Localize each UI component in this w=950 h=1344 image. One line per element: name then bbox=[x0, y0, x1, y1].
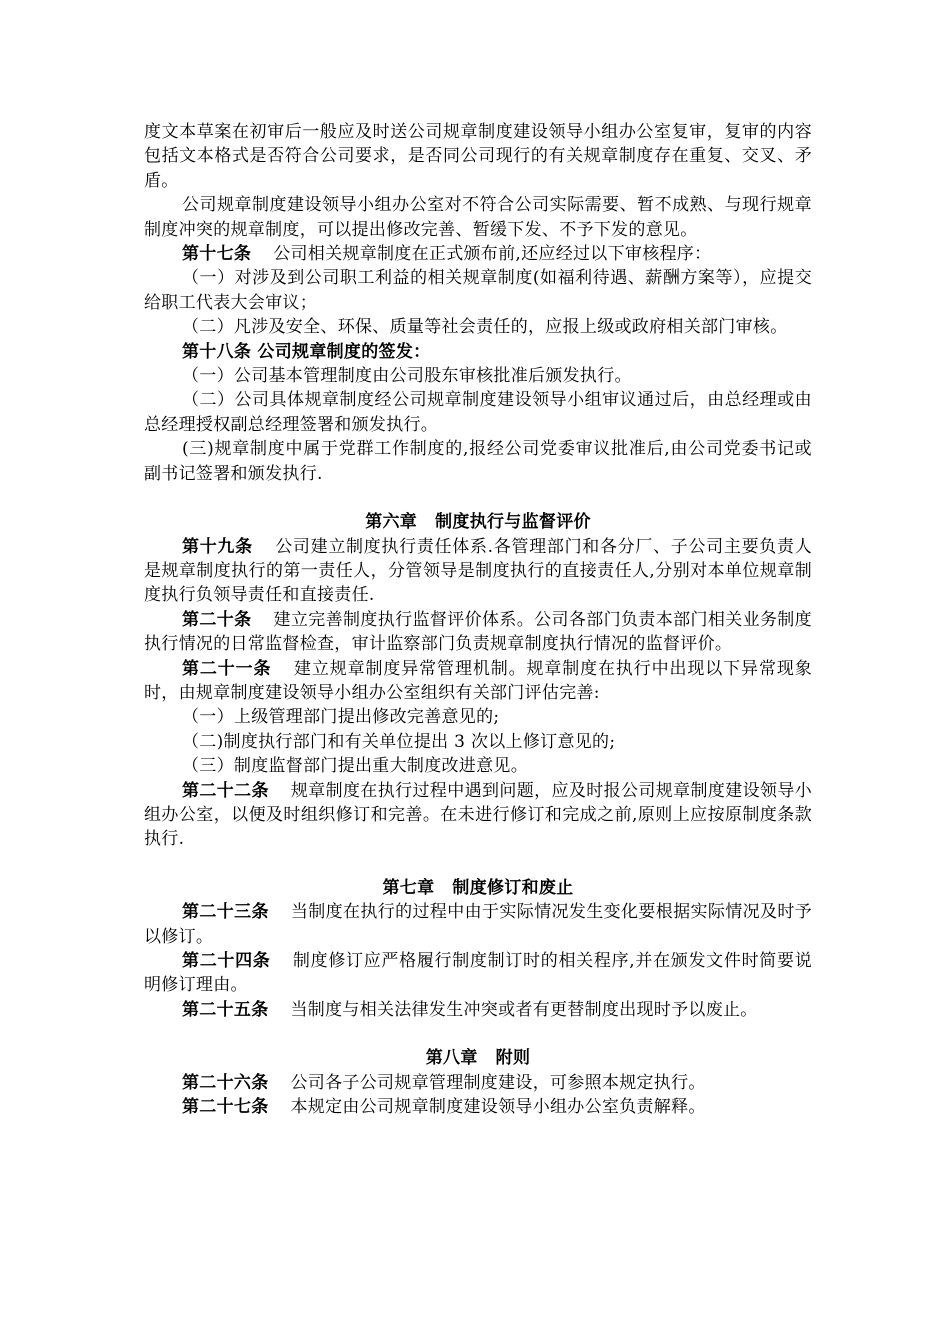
article-20-label: 第二十条 bbox=[182, 609, 252, 630]
article-18-item-1: （一）公司基本管理制度由公司股东审核批准后颁发执行。 bbox=[182, 366, 632, 387]
article-21 bbox=[144, 657, 812, 706]
article-19 bbox=[144, 535, 812, 608]
article-17-text: 公司相关规章制度在正式颁布前,还应经过以下审核程序： bbox=[273, 244, 712, 265]
article-18-text: 公司规章制度的签发： bbox=[257, 341, 431, 362]
article-18 bbox=[144, 340, 812, 364]
paragraph-office-opinion: 公司规章制度建设领导小组办公室对不符合公司实际需要、暂不成熟、与现行规章制度冲突的规章制度，可以提出修改完善、暂缓下发、不予下发的意见。 bbox=[144, 195, 812, 240]
article-22-text: 规章制度在执行过程中遇到问题，应及时报公司规章制度建设领导小组办公室，以便及时组织修订和完善。在未进行修订和完成之前,原则上应按原制度条款执行. bbox=[144, 780, 813, 850]
chapter-8-number: 第八章 bbox=[425, 1048, 478, 1069]
article-18-label: 第十八条 bbox=[182, 341, 252, 362]
article-23 bbox=[144, 900, 812, 949]
article-17 bbox=[144, 242, 812, 266]
article-20-text: 建立完善制度执行监督评价体系。公司各部门负责本部门相关业务制度执行情况的日常监督检查，审计监察部门负责规章制度执行情况的监督评价。 bbox=[144, 609, 812, 655]
article-19-text: 公司建立制度执行责任体系.各管理部门和各分厂、子公司主要负责人是规章制度执行的第一责任人，分管领导是制度执行的直接责任人,分别对本单位规章制度执行负领导责任和直接责任. bbox=[144, 536, 812, 606]
article-27-label: 第二十七条 bbox=[182, 1097, 269, 1118]
article-22 bbox=[144, 779, 812, 852]
article-24 bbox=[144, 949, 812, 998]
article-20 bbox=[144, 608, 812, 657]
article-17-item-1: （一）对涉及到公司职工利益的相关规章制度(如福利待遇、薪酬方案等），应提交给职工代表大会审议； bbox=[144, 268, 812, 313]
article-24-label: 第二十四条 bbox=[182, 951, 271, 971]
article-23-text: 当制度在执行的过程中由于实际情况发生变化要根据实际情况及时予以修订。 bbox=[144, 902, 813, 947]
chapter-8-title: 附则 bbox=[495, 1048, 531, 1069]
document-page bbox=[144, 120, 812, 1119]
article-26 bbox=[144, 1071, 812, 1095]
article-17-label: 第十七条 bbox=[182, 244, 252, 265]
article-21-item-2: （二)制度执行部门和有关单位提出 3 次以上修订意见的; bbox=[182, 731, 616, 752]
article-26-label: 第二十六条 bbox=[182, 1072, 269, 1093]
article-27 bbox=[144, 1095, 812, 1119]
article-21-item-1: （一）上级管理部门提出修改完善意见的; bbox=[182, 707, 500, 728]
article-21-label: 第二十一条 bbox=[182, 658, 272, 679]
chapter-6-heading bbox=[144, 510, 812, 534]
chapter-7-number: 第七章 bbox=[382, 877, 435, 898]
article-23-label: 第二十三条 bbox=[182, 902, 269, 923]
article-19-label: 第十九条 bbox=[182, 536, 253, 557]
chapter-7-title: 制度修订和废止 bbox=[452, 877, 574, 898]
article-22-label: 第二十二条 bbox=[182, 780, 269, 801]
article-17-item-2: （二）凡涉及安全、环保、质量等社会责任的，应报上级或政府相关部门审核。 bbox=[182, 317, 788, 338]
article-25-text: 当制度与相关法律发生冲突或者有更替制度出现时予以废止。 bbox=[290, 999, 758, 1020]
chapter-6-title: 制度执行与监督评价 bbox=[435, 512, 591, 533]
paragraph-review: 度文本草案在初审后一般应及时送公司规章制度建设领导小组办公室复审，复审的内容包括文本格式是否符合公司要求，是否同公司现行的有关规章制度存在重复、交叉、矛盾。 bbox=[144, 122, 812, 191]
article-18-item-3: (三)规章制度中属于党群工作制度的,报经公司党委审议批准后,由公司党委书记或副书记签署和颁发执行. bbox=[144, 439, 812, 484]
article-25 bbox=[144, 998, 812, 1022]
article-18-item-2: （二）公司具体规章制度经公司规章制度建设领导小组审议通过后，由总经理或由总经理授权副总经理签署和颁发执行。 bbox=[144, 390, 812, 435]
article-24-text: 制度修订应严格履行制度制订时的相关程序,并在颁发文件时简要说明修订理由。 bbox=[144, 951, 812, 996]
article-25-label: 第二十五条 bbox=[182, 999, 269, 1020]
chapter-8-heading bbox=[144, 1046, 812, 1070]
chapter-6-number: 第六章 bbox=[365, 512, 418, 533]
article-21-text: 建立规章制度异常管理机制。规章制度在执行中出现以下异常现象时，由规章制度建设领导小组办公室组织有关部门评估完善: bbox=[144, 658, 813, 703]
article-27-text: 本规定由公司规章制度建设领导小组办公室负责解释。 bbox=[290, 1097, 706, 1118]
article-21-item-3: （三）制度监督部门提出重大制度改进意见。 bbox=[182, 756, 528, 777]
article-26-text: 公司各子公司规章管理制度建设，可参照本规定执行。 bbox=[290, 1072, 706, 1093]
chapter-7-heading bbox=[144, 876, 812, 900]
